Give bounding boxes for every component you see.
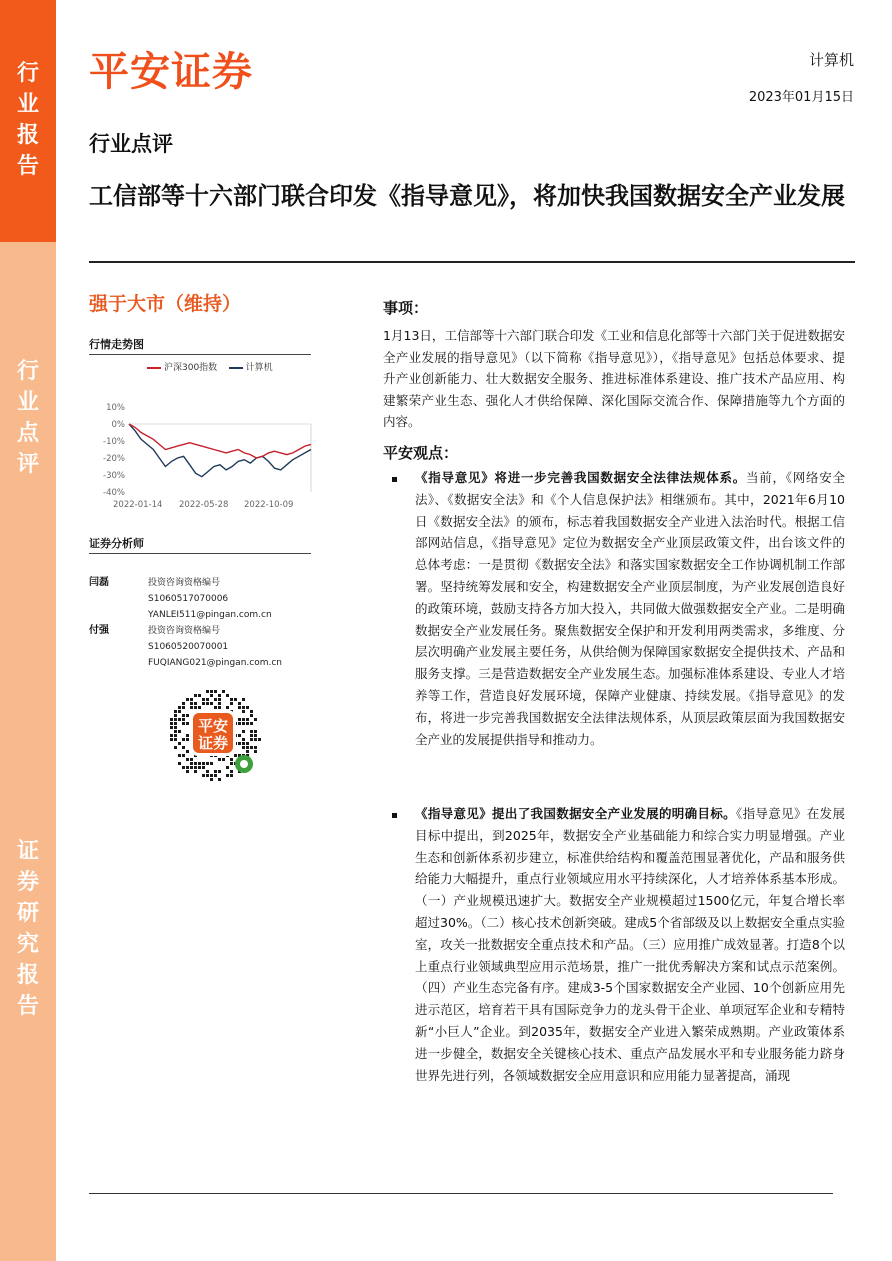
bullet-lead: 《指导意见》提出了我国数据安全产业发展的明确目标。 xyxy=(415,806,736,821)
matter-body: 1月13日，工信部等十六部门联合印发《工业和信息化部等十六部门关于促进数据安全产业发展的指导意见》（以下简称《指导意见》），《指导意见》包括总体要求、提升产业创新能力、壮大数据安全服务、推进标准体系建设、推广技术产品应用、构建繁荣产业生态、强化人才供给保障、深化国际交流合作、保障措施等九个方面的内容。 xyxy=(383,328,845,429)
pingan-logo: 平安证券 xyxy=(89,49,253,95)
trend-label: 行情走势图 xyxy=(89,338,144,351)
analyst-name: 闫磊 xyxy=(89,577,109,588)
report-title: 工信部等十六部门联合印发《指导意见》，将加快我国数据安全产业发展 xyxy=(89,182,845,210)
matter-heading: 事项： xyxy=(383,299,429,317)
analyst-cert-no: S1060517070006 xyxy=(148,594,229,604)
chart-legend xyxy=(147,362,273,374)
bullet-body: 当前，《网络安全法》、《数据安全法》和《个人信息保护法》相继颁布。其中，2021年6月10日《数据安全法》的颁布，标志着我国数据安全产业进入法治时代。根据工信部网站信息，《指导意见》定位为数据安全产业顶层政策文件，出台该文件的总体考虑：一是贯彻《数据安全法》和落实国家数据安全工作协调机制工作部署。坚持统筹发展和安全，构建数据安全产业顶层制度，为产业发展创造良好的政策环境，鼓励支持各方加大投入，共同做大做强数据安全产业。二是明确数据安全产业发展任务。聚焦数据安全保护和开发利用两类需求，多维度、分层次明确产业发展主要任务，从供给侧为保障国家数据安全提供技术、产品和服务支撑。三是营造数据安全产业发展生态。加强标准体系建设、专业人才培养等工作，营造良好发展环境，保障产业健康、持续发展。《指导意见》的发布，将进一步完善我国数据安全法律法规体系，从顶层政策层面为我国数据安全产业的发展提供指导和推动力。 xyxy=(415,470,845,747)
trend-divider xyxy=(89,354,311,355)
side-label-industry-report: 行 业 报 告 xyxy=(16,61,39,179)
analyst-cert-label: 投资咨询资格编号 xyxy=(148,578,221,588)
qr-logo-text-1: 平安 xyxy=(197,717,229,735)
legend-item-hs300: 沪深300指数 xyxy=(147,363,217,373)
title-divider xyxy=(89,261,855,263)
analyst-cert-label: 投资咨询资格编号 xyxy=(148,626,221,636)
legend-item-computer: 计算机 xyxy=(229,363,273,373)
y-tick-label: -10% xyxy=(103,437,125,447)
view-bullet xyxy=(415,803,845,1086)
report-type: 行业点评 xyxy=(89,132,173,156)
x-tick-label: 2022-01-14 xyxy=(113,500,163,510)
y-tick-label: 10% xyxy=(106,403,125,413)
bullet-marker xyxy=(392,477,397,482)
side-label-industry-review: 行 业 点 评 xyxy=(16,359,39,477)
bullet-marker xyxy=(392,813,397,818)
y-tick-label: 0% xyxy=(111,420,125,430)
y-tick-label: -40% xyxy=(103,488,125,498)
qr-code xyxy=(160,680,266,786)
analyst-name: 付强 xyxy=(89,625,109,636)
y-tick-label: -20% xyxy=(103,454,125,464)
view-heading: 平安观点： xyxy=(383,444,459,462)
series-line xyxy=(129,424,311,477)
analyst-cert-no: S1060520070001 xyxy=(148,642,229,652)
bullet-lead: 《指导意见》将进一步完善我国数据安全法律法规体系。 xyxy=(415,470,747,485)
analyst-label: 证券分析师 xyxy=(89,537,144,550)
rating: 强于大市（维持） xyxy=(89,293,242,315)
industry-category: 计算机 xyxy=(808,51,854,69)
qr-logo-text-2: 证券 xyxy=(197,734,229,752)
footer-divider xyxy=(89,1193,833,1194)
analyst-email: FUQIANG021@pingan.com.cn xyxy=(148,658,282,668)
x-tick-label: 2022-10-09 xyxy=(244,500,294,510)
report-date: 2023年01月15日 xyxy=(748,90,854,105)
x-tick-label: 2022-05-28 xyxy=(179,500,229,510)
bullet-body: 《指导意见》在发展目标中提出，到2025年，数据安全产业基础能力和综合实力明显增强。产业生态和创新体系初步建立，标准供给结构和覆盖范围显著优化，产品和服务供给能力大幅提升，重点行业领域应用水平持续深化，人才培养体系基本形成。（一）产业规模迅速扩大。数据安全产业规模超过1500亿元，年复合增长率超过30%。（二）核心技术创新突破。建成5个省部级及以上数据安全重点实验室，攻关一批数据安全重点技术和产品。（三）应用推广成效显著。打造8个以上重点行业领域典型应用示范场景，推广一批优秀解决方案和试点示范案例。（四）产业生态完备有序。建成3-5个国家数据安全产业园、10个创新应用先进示范区，培育若干具有国际竞争力的龙头骨干企业、单项冠军企业和专精特新“小巨人”企业。到2035年，数据安全产业进入繁荣成熟期。产业政策体系进一步健全，数据安全关键核心技术、重点产品发展水平和专业服务能力跻身世界先进行列，各领域数据安全应用意识和应用能力显著提高，涌现 xyxy=(415,806,845,1083)
y-tick-label: -30% xyxy=(103,471,125,481)
side-label-securities-research: 证 券 研 究 报 告 xyxy=(16,839,39,1019)
analyst-divider xyxy=(89,553,311,554)
analyst-email: YANLEI511@pingan.com.cn xyxy=(148,610,272,620)
view-bullet xyxy=(415,467,845,750)
trend-chart xyxy=(89,395,319,510)
